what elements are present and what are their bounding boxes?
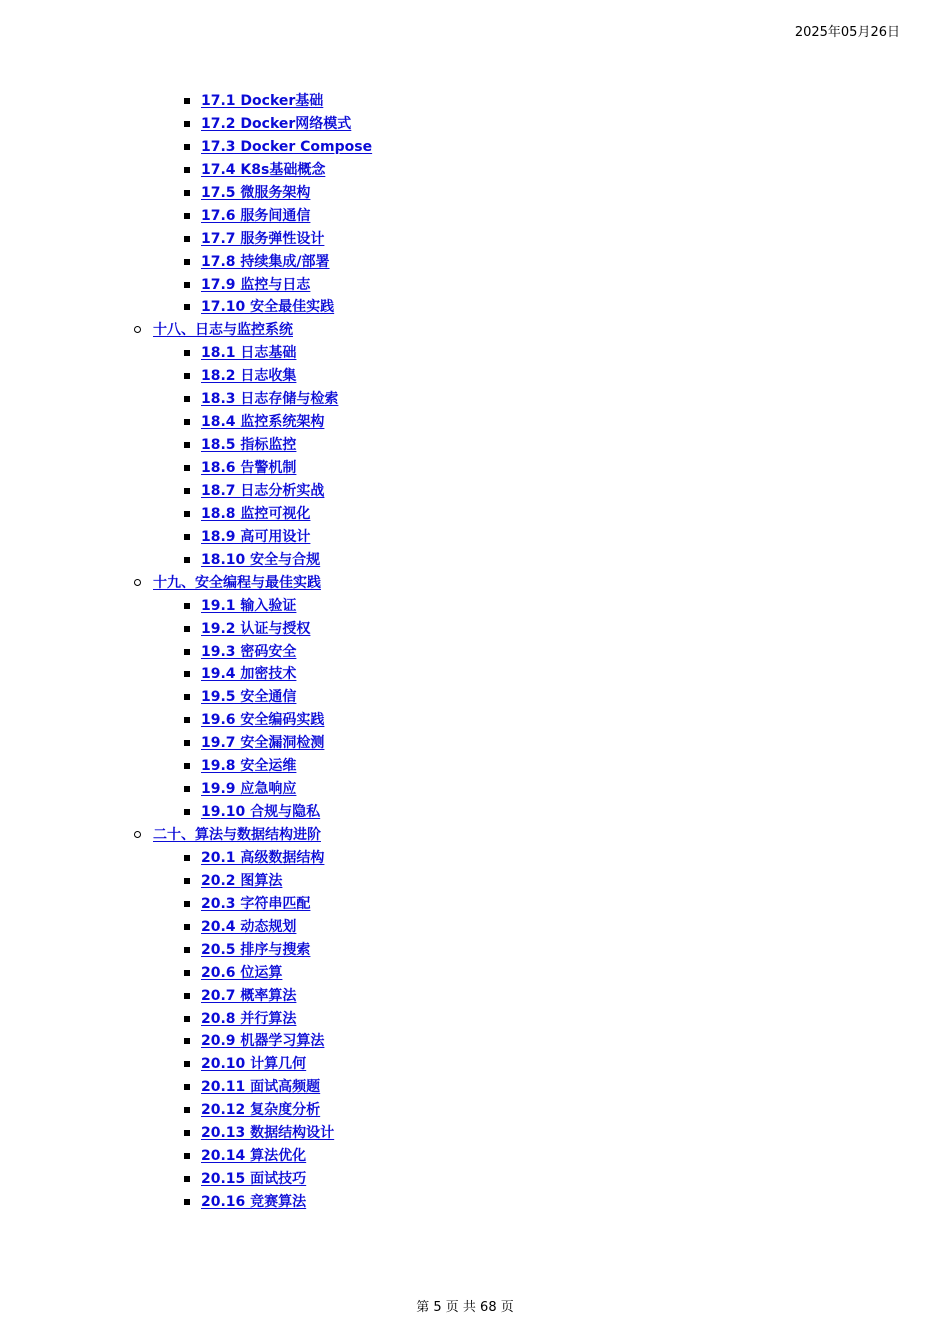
square-bullet-icon [184,649,190,655]
square-bullet-icon [184,901,190,907]
square-bullet-icon [184,373,190,379]
toc-subsection-link[interactable]: 17.10 安全最佳实践 [201,299,335,316]
toc-subsection-item [0,1168,900,1191]
toc-subsection-link[interactable]: 18.4 监控系统架构 [201,414,325,431]
square-bullet-icon [184,855,190,861]
square-bullet-icon [184,121,190,127]
square-bullet-icon [184,993,190,999]
square-bullet-icon [184,396,190,402]
toc-subsection-item [0,709,900,732]
square-bullet-icon [184,1016,190,1022]
toc-section-item [0,319,900,342]
toc-section-link[interactable]: 十八、日志与监控系统 [153,322,293,339]
toc-subsection-link[interactable]: 18.10 安全与合规 [201,551,321,568]
toc-subsection-link[interactable]: 20.2 图算法 [201,872,283,889]
square-bullet-icon [184,717,190,723]
square-bullet-icon [184,786,190,792]
toc-subsection-link[interactable]: 20.12 复杂度分析 [201,1102,321,1119]
toc-subsection-item [0,113,900,136]
toc-subsection-link[interactable]: 20.14 算法优化 [201,1148,307,1165]
toc-subsection-link[interactable]: 17.6 服务间通信 [201,207,311,224]
toc-subsection-link[interactable]: 17.5 微服务架构 [201,184,311,201]
toc-subsection-item [0,1122,900,1145]
square-bullet-icon [184,924,190,930]
toc-subsection-link[interactable]: 19.1 输入验证 [201,597,297,614]
toc-subsection-link[interactable]: 17.4 K8s基础概念 [201,161,326,178]
toc-subsection-item [0,388,900,411]
toc-subsection-item [0,801,900,824]
toc-subsection-link[interactable]: 18.7 日志分析实战 [201,482,325,499]
toc-subsection-item [0,1076,900,1099]
square-bullet-icon [184,1199,190,1205]
toc-subsection-link[interactable]: 17.2 Docker网络模式 [201,115,352,132]
toc-subsection-link[interactable]: 20.4 动态规划 [201,918,297,935]
toc-subsection-item [0,503,900,526]
toc-subsection-link[interactable]: 20.7 概率算法 [201,987,297,1004]
toc-subsection-item [0,182,900,205]
toc-subsection-link[interactable]: 19.8 安全运维 [201,758,297,775]
toc-section-link[interactable]: 十九、安全编程与最佳实践 [153,574,321,591]
square-bullet-icon [184,236,190,242]
toc-subsection-item [0,90,900,113]
toc-section-link[interactable]: 二十、算法与数据结构进阶 [153,827,321,843]
square-bullet-icon [184,1107,190,1113]
toc-section-item [0,824,900,847]
square-bullet-icon [184,144,190,150]
square-bullet-icon [184,1153,190,1159]
square-bullet-icon [184,809,190,815]
table-of-contents [0,90,900,1214]
toc-subsection-link[interactable]: 20.1 高级数据结构 [201,849,325,866]
circle-bullet-icon [134,326,141,333]
toc-subsection-link[interactable]: 20.15 面试技巧 [201,1171,307,1188]
toc-subsection-link[interactable]: 20.6 位运算 [201,964,283,981]
square-bullet-icon [184,534,190,540]
toc-subsection-link[interactable]: 18.6 告警机制 [201,460,297,476]
toc-subsection-link[interactable]: 19.7 安全漏洞检测 [201,735,325,752]
toc-subsection-item [0,686,900,709]
toc-subsection-item [0,296,900,319]
toc-subsection-link[interactable]: 19.3 密码安全 [201,643,297,660]
square-bullet-icon [184,465,190,471]
square-bullet-icon [184,213,190,219]
toc-subsection-link[interactable]: 20.16 竞赛算法 [201,1194,307,1210]
toc-subsection-link[interactable]: 20.8 并行算法 [201,1010,297,1027]
toc-subsection-link[interactable]: 17.7 服务弹性设计 [201,230,325,247]
square-bullet-icon [184,98,190,104]
square-bullet-icon [184,878,190,884]
square-bullet-icon [184,671,190,677]
toc-subsection-link[interactable]: 20.10 计算几何 [201,1056,307,1073]
toc-subsection-link[interactable]: 18.5 指标监控 [201,437,297,454]
square-bullet-icon [184,947,190,953]
toc-subsection-item [0,893,900,916]
page-number: 第 5 页 共 68 页 [416,1300,514,1315]
square-bullet-icon [184,1176,190,1182]
toc-subsection-item [0,365,900,388]
toc-subsection-item [0,847,900,870]
toc-subsection-item [0,1145,900,1168]
toc-subsection-link[interactable]: 20.3 字符串匹配 [201,895,311,912]
toc-subsection-item [0,870,900,893]
toc-subsection-item [0,274,900,297]
toc-subsection-item [0,411,900,434]
square-bullet-icon [184,442,190,448]
square-bullet-icon [184,970,190,976]
square-bullet-icon [184,557,190,563]
toc-subsection-item [0,457,900,480]
toc-subsection-link[interactable]: 18.3 日志存储与检索 [201,391,339,408]
toc-subsection-item [0,342,900,365]
toc-subsection-item [0,526,900,549]
toc-subsection-link[interactable]: 19.6 安全编码实践 [201,712,325,729]
toc-subsection-link[interactable]: 20.11 面试高频题 [201,1079,321,1096]
square-bullet-icon [184,167,190,173]
toc-subsection-item [0,1053,900,1076]
toc-subsection-item [0,985,900,1008]
circle-bullet-icon [134,831,141,838]
toc-subsection-item [0,755,900,778]
circle-bullet-icon [134,579,141,586]
toc-subsection-link[interactable]: 19.10 合规与隐私 [201,804,321,821]
toc-subsection-item [0,1030,900,1053]
square-bullet-icon [184,419,190,425]
toc-subsection-link[interactable]: 19.9 应急响应 [201,781,297,798]
toc-subsection-link[interactable]: 18.1 日志基础 [201,345,297,362]
toc-subsection-link[interactable]: 19.2 认证与授权 [201,620,311,637]
square-bullet-icon [184,1038,190,1044]
toc-subsection-link[interactable]: 18.8 监控可视化 [201,505,311,522]
toc-subsection-link[interactable]: 17.8 持续集成/部署 [201,253,330,270]
square-bullet-icon [184,350,190,356]
toc-subsection-link[interactable]: 20.13 数据结构设计 [201,1125,335,1142]
toc-subsection-item [0,549,900,572]
toc-subsection-item [0,939,900,962]
toc-subsection-item [0,205,900,228]
toc-subsection-link[interactable]: 18.2 日志收集 [201,368,297,385]
square-bullet-icon [184,1084,190,1090]
toc-subsection-link[interactable]: 19.5 安全通信 [201,689,297,706]
toc-section-item [0,572,900,595]
toc-subsection-link[interactable]: 17.9 监控与日志 [201,276,311,293]
toc-subsection-item [0,136,900,159]
toc-subsection-item [0,962,900,985]
print-date: 2025年05月26日 [794,25,900,40]
square-bullet-icon [184,304,190,310]
square-bullet-icon [184,626,190,632]
square-bullet-icon [184,603,190,609]
toc-subsection-link[interactable]: 19.4 加密技术 [201,666,297,683]
toc-subsection-item [0,434,900,457]
toc-subsection-item [0,641,900,664]
toc-subsection-item [0,1191,900,1214]
toc-subsection-link[interactable]: 20.9 机器学习算法 [201,1033,325,1050]
toc-subsection-item [0,228,900,251]
toc-subsection-item [0,595,900,618]
square-bullet-icon [184,763,190,769]
toc-subsection-item [0,618,900,641]
square-bullet-icon [184,282,190,288]
toc-subsection-link[interactable]: 20.5 排序与搜索 [201,941,311,958]
toc-subsection-link[interactable]: 17.3 Docker Compose [201,138,373,155]
toc-subsection-item [0,1099,900,1122]
toc-subsection-item [0,778,900,801]
square-bullet-icon [184,740,190,746]
toc-subsection-item [0,480,900,503]
toc-subsection-link[interactable]: 17.1 Docker基础 [201,93,324,109]
toc-subsection-item [0,732,900,755]
square-bullet-icon [184,190,190,196]
toc-subsection-item [0,916,900,939]
square-bullet-icon [184,1061,190,1067]
toc-subsection-item [0,1008,900,1031]
square-bullet-icon [184,488,190,494]
toc-subsection-item [0,663,900,686]
toc-subsection-item [0,159,900,182]
square-bullet-icon [184,511,190,517]
toc-subsection-item [0,251,900,274]
square-bullet-icon [184,694,190,700]
toc-subsection-link[interactable]: 18.9 高可用设计 [201,528,311,545]
square-bullet-icon [184,1130,190,1136]
square-bullet-icon [184,259,190,265]
